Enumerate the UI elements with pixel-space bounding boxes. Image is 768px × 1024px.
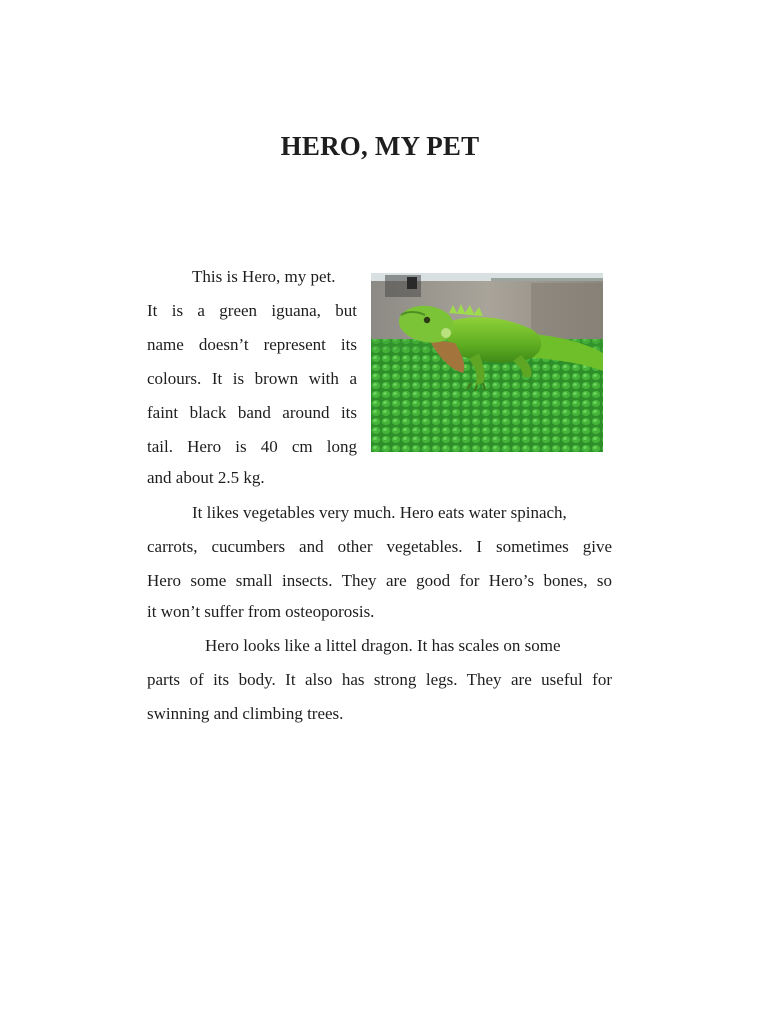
paragraph1-line-1: This is Hero, my pet. xyxy=(192,267,336,286)
page-title: HERO, MY PET xyxy=(280,131,480,161)
paragraph2-line-1: It likes vegetables very much. Hero eats water spinach, xyxy=(192,503,567,522)
paragraph1-line-2: It is a green iguana, but xyxy=(147,301,357,320)
paragraph1-line-6: tail. Hero is 40 cm long xyxy=(147,437,357,456)
paragraph1-line-5: faint black band around its xyxy=(147,403,357,422)
paragraph2-line-4: it won’t suffer from osteoporosis. xyxy=(147,602,375,621)
paragraph3-line-3: swinning and climbing trees. xyxy=(147,704,344,723)
paragraph2-line-3: Hero some small insects. They are good for Hero’s bones, so xyxy=(147,571,612,590)
paragraph1-line-7: and about 2.5 kg. xyxy=(147,468,265,487)
paragraph3-line-2: parts of its body. It also has strong legs. They are useful for xyxy=(147,670,612,689)
paragraph1-line-3: name doesn’t represent its xyxy=(147,335,357,354)
paragraph3-line-1: Hero looks like a littel dragon. It has scales on some xyxy=(205,636,561,655)
iguana-photo xyxy=(371,273,603,452)
paragraph2-line-2: carrots, cucumbers and other vegetables. I sometimes give xyxy=(147,537,612,556)
paragraph1-line-4: colours. It is brown with a xyxy=(147,369,357,388)
